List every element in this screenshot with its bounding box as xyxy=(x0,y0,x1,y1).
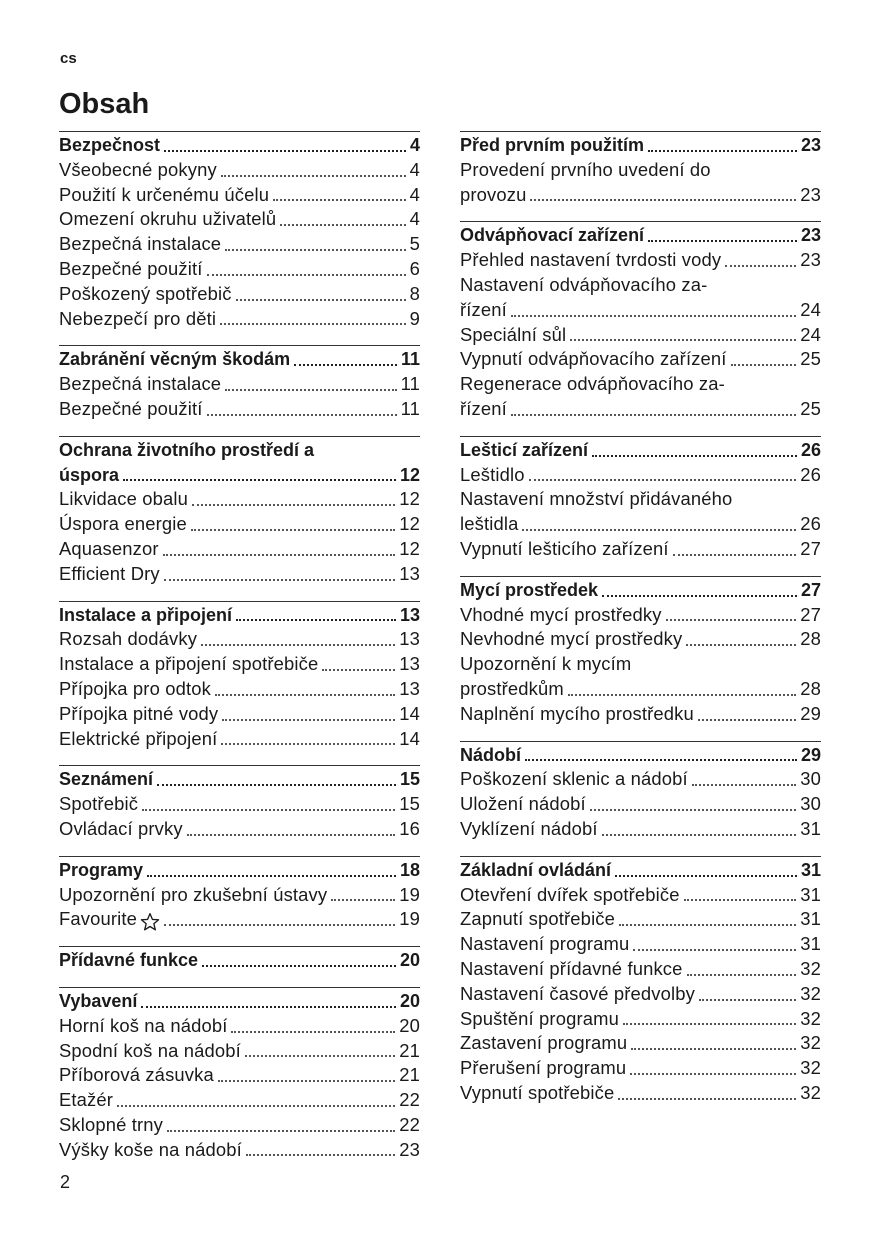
toc-heading-seznameni[interactable] xyxy=(59,767,420,792)
toc-entry-vypnuti-lesticiho-zarizeni[interactable] xyxy=(460,537,821,562)
dot-leader xyxy=(246,1154,395,1156)
toc-page-number: 25 xyxy=(800,348,821,370)
toc-entry-aquasenzor[interactable] xyxy=(59,537,420,562)
toc-page-number: 32 xyxy=(800,1081,821,1103)
toc-section xyxy=(460,221,821,421)
toc-page-number: 11 xyxy=(400,349,420,370)
toc-entry-title: Horní koš na nádobí xyxy=(59,1014,228,1036)
dot-leader xyxy=(245,1055,395,1057)
toc-entry-title: prostředkům xyxy=(460,677,564,699)
toc-heading-bezpecnost[interactable] xyxy=(59,133,420,158)
toc-entry-priborova-zasuvka[interactable] xyxy=(59,1063,420,1088)
dot-leader xyxy=(236,619,396,621)
toc-entry-title: Nastavení přídavné funkce xyxy=(460,957,683,979)
toc-entry-rizeni[interactable] xyxy=(460,397,821,422)
toc-entry-title: Sklopné trny xyxy=(59,1113,164,1135)
dot-leader xyxy=(673,554,797,556)
dot-leader xyxy=(280,224,405,226)
toc-entry-title: Bezpečné použití xyxy=(59,397,203,419)
toc-entry-title: Omezení okruhu uživatelů xyxy=(59,208,277,230)
toc-entry-title: Zastavení programu xyxy=(460,1032,628,1054)
toc-entry-prehled-nastaveni-tvrdosti-vody[interactable] xyxy=(460,248,821,273)
toc-page-number: 6 xyxy=(409,257,420,279)
toc-entry-specialni-sul[interactable] xyxy=(460,323,821,348)
dot-leader xyxy=(220,323,406,325)
toc-heading-instalace-a-pripojeni[interactable] xyxy=(59,603,420,628)
dot-leader xyxy=(511,414,796,416)
toc-entry-title: Bezpečnost xyxy=(59,135,161,155)
toc-entry-title: Elektrické připojení xyxy=(59,727,218,749)
toc-section xyxy=(59,856,420,932)
toc-section xyxy=(59,436,420,587)
toc-page-number: 28 xyxy=(800,677,821,699)
toc-heading-myci-prostredek[interactable] xyxy=(460,578,821,603)
toc-page-number: 11 xyxy=(400,373,420,395)
dot-leader xyxy=(631,1048,796,1050)
toc-entry-title: Zapnutí spotřebiče xyxy=(460,908,616,930)
dot-leader xyxy=(163,554,396,556)
toc-entry-title: Naplnění mycího prostředku xyxy=(460,702,694,724)
toc-entry-lestidla[interactable] xyxy=(460,512,821,537)
language-code: cs xyxy=(60,50,77,67)
toc-section xyxy=(460,131,821,207)
toc-entry-horni-kos-na-nadobi[interactable] xyxy=(59,1014,420,1039)
toc-entry-nastaveni-pridavne-funkce[interactable] xyxy=(460,957,821,982)
toc-page-number: 23 xyxy=(800,225,821,246)
toc-page-number: 13 xyxy=(399,604,420,625)
toc-entry-title: Základní ovládání xyxy=(460,859,612,880)
dot-leader xyxy=(164,579,395,581)
dot-leader xyxy=(207,274,406,276)
toc-entry-preruseni-programu[interactable] xyxy=(460,1056,821,1081)
toc-page-number: 12 xyxy=(399,537,420,559)
toc-section xyxy=(460,576,821,727)
toc-page-number: 30 xyxy=(800,768,821,790)
toc-entry-title: Před prvním použitím xyxy=(460,135,645,155)
star-icon xyxy=(140,912,160,932)
toc-entry-vseobecne-pokyny[interactable] xyxy=(59,158,420,183)
toc-page-number: 4 xyxy=(409,183,420,205)
toc-page-number: 31 xyxy=(800,883,821,905)
dot-leader xyxy=(602,595,797,597)
toc-entry-title: Nastavení časové předvolby xyxy=(460,982,695,1004)
dot-leader xyxy=(215,694,395,696)
toc-entry-elektricke-pripojeni[interactable] xyxy=(59,727,420,752)
dot-leader xyxy=(602,834,797,836)
toc-entry-nebezpeci-pro-deti[interactable] xyxy=(59,307,420,332)
toc-page-number: 21 xyxy=(399,1064,420,1086)
toc-entry-line: Provedení prvního uvedení do xyxy=(460,158,711,180)
toc-page-number: 27 xyxy=(800,579,821,600)
toc-section xyxy=(59,601,420,752)
toc-page-number: 28 xyxy=(800,628,821,650)
dot-leader xyxy=(592,455,797,457)
toc-section xyxy=(460,856,821,1106)
toc-entry-title: Rozsah dodávky xyxy=(59,628,198,650)
toc-entry-title: Spuštění programu xyxy=(460,1007,619,1029)
dot-leader xyxy=(225,249,405,251)
toc-page-number: 22 xyxy=(399,1113,420,1135)
toc-entry-vypnuti-spotrebice[interactable] xyxy=(460,1081,821,1106)
toc-entry-vysky-kose-na-nadobi[interactable] xyxy=(59,1138,420,1163)
toc-page-number: 23 xyxy=(399,1138,420,1160)
toc-heading-vybaveni[interactable] xyxy=(59,989,420,1014)
toc-section xyxy=(59,345,420,421)
dot-leader xyxy=(294,364,397,366)
toc-page-number: 31 xyxy=(800,859,821,880)
toc-page-number: 4 xyxy=(409,135,420,155)
toc-entry-rizeni[interactable] xyxy=(460,298,821,323)
dot-leader xyxy=(117,1105,395,1107)
dot-leader xyxy=(648,240,797,242)
dot-leader xyxy=(192,504,395,506)
dot-leader xyxy=(692,784,796,786)
toc-entry-ulozeni-nadobi[interactable] xyxy=(460,792,821,817)
toc-entry-title: Aquasenzor xyxy=(59,537,159,559)
toc-entry-title: Mycí prostředek xyxy=(460,579,599,600)
toc-entry-title: řízení xyxy=(460,397,507,419)
toc-page-number: 11 xyxy=(400,397,420,419)
toc-entry-title: Zabránění věcným škodám xyxy=(59,349,291,370)
toc-page-number: 22 xyxy=(399,1089,420,1111)
toc-entry-title: Všeobecné pokyny xyxy=(59,158,217,180)
toc-entry-title: Přerušení programu xyxy=(460,1057,627,1079)
toc-entry-title: Příborová zásuvka xyxy=(59,1064,214,1086)
dot-leader xyxy=(725,265,796,267)
toc-page-number: 8 xyxy=(409,282,420,304)
dot-leader xyxy=(167,1130,395,1132)
toc-entry-instalace-a-pripojeni-spotrebice[interactable] xyxy=(59,652,420,677)
dot-leader xyxy=(142,809,395,811)
toc-entry-line: Upozornění k mycím xyxy=(460,653,632,675)
toc-entry-bezpecna-instalace[interactable] xyxy=(59,232,420,257)
toc-entry-title: Bezpečné použití xyxy=(59,257,203,279)
toc-entry-prostredkum[interactable] xyxy=(460,677,821,702)
toc-entry-nevhodne-myci-prostredky[interactable] xyxy=(460,627,821,652)
toc-page-number: 32 xyxy=(800,957,821,979)
toc-entry-lestidlo[interactable] xyxy=(460,463,821,488)
toc-entry-vypnuti-odvapnovaciho-zarizeni[interactable] xyxy=(460,347,821,372)
toc-entry-title: Vyklízení nádobí xyxy=(460,817,598,839)
toc-page-number: 13 xyxy=(399,677,420,699)
toc-entry-title: Otevření dvířek spotřebiče xyxy=(460,883,680,905)
dot-leader xyxy=(522,529,796,531)
toc-entry-line: Nastavení odvápňovacího za- xyxy=(460,273,708,295)
toc-entry-title: Instalace a připojení xyxy=(59,604,233,625)
toc-entry-spusteni-programu[interactable] xyxy=(460,1007,821,1032)
toc-entry-title: Přídavné funkce xyxy=(59,950,199,971)
toc-heading-pridavne-funkce[interactable] xyxy=(59,948,420,973)
toc-section xyxy=(460,436,821,562)
toc-entry-title: Efficient Dry xyxy=(59,562,160,584)
toc-page-number: 15 xyxy=(399,793,420,815)
toc-entry-title: Bezpečná instalace xyxy=(59,373,222,395)
dot-leader xyxy=(202,965,396,967)
toc-page-number: 31 xyxy=(800,933,821,955)
toc-entry-title: Spodní koš na nádobí xyxy=(59,1039,241,1061)
toc-entry-title: Lešticí zařízení xyxy=(460,439,589,460)
toc-entry-pripojka-pro-odtok[interactable] xyxy=(59,677,420,702)
toc-page-number: 24 xyxy=(800,298,821,320)
toc-page-number: 27 xyxy=(800,537,821,559)
toc-page-number: 16 xyxy=(399,817,420,839)
dot-leader xyxy=(529,479,797,481)
toc-entry-title: úspora xyxy=(59,464,120,485)
dot-leader xyxy=(221,175,406,177)
toc-page-number: 32 xyxy=(800,982,821,1004)
toc-entry-title: Úspora energie xyxy=(59,513,187,535)
dot-leader xyxy=(141,1006,396,1008)
toc-entry-poskozeni-sklenic-a-nadobi[interactable] xyxy=(460,767,821,792)
toc-page-number: 25 xyxy=(800,397,821,419)
toc-page-number: 12 xyxy=(399,488,420,510)
dot-leader xyxy=(525,759,797,761)
dot-leader xyxy=(731,364,797,366)
toc-entry-bezpecne-pouziti[interactable] xyxy=(59,257,420,282)
dot-leader xyxy=(570,339,796,341)
toc-page-number: 23 xyxy=(800,135,821,155)
toc-heading-odvapnovaci-zarizeni[interactable] xyxy=(460,223,821,248)
dot-leader xyxy=(568,694,796,696)
toc-entry-rozsah-dodavky[interactable] xyxy=(59,627,420,652)
dot-leader xyxy=(698,719,796,721)
dot-leader xyxy=(207,414,397,416)
toc-entry-spotrebic[interactable] xyxy=(59,792,420,817)
toc-heading-nadobi[interactable] xyxy=(460,743,821,768)
toc-page-number: 26 xyxy=(800,463,821,485)
toc-page-number: 15 xyxy=(399,769,420,790)
dot-leader xyxy=(222,719,395,721)
toc-page-number: 12 xyxy=(399,513,420,535)
toc-entry-title: Vypnutí spotřebiče xyxy=(460,1081,615,1103)
toc-entry-title: Spotřebič xyxy=(59,793,139,815)
dot-leader xyxy=(147,875,396,877)
toc-entry-bezpecna-instalace[interactable] xyxy=(59,372,420,397)
toc-entry-title: leštidla xyxy=(460,513,519,535)
toc-entry-title: Použití k určenému účelu xyxy=(59,183,270,205)
toc-entry-favourite[interactable] xyxy=(59,907,420,932)
toc-entry-provozu[interactable] xyxy=(460,183,821,208)
toc-entry-title: Přípojka pro odtok xyxy=(59,677,211,699)
toc-entry-poskozeny-spotrebic[interactable] xyxy=(59,282,420,307)
dot-leader xyxy=(530,199,796,201)
toc-entry-naplneni-myciho-prostredku[interactable] xyxy=(460,702,821,727)
toc-entry-title: Vypnutí odvápňovacího zařízení xyxy=(460,348,727,370)
dot-leader xyxy=(623,1023,796,1025)
toc-entry-title: Přípojka pitné vody xyxy=(59,702,219,724)
toc-page-number: 32 xyxy=(800,1057,821,1079)
toc-page-number: 13 xyxy=(399,628,420,650)
toc-entry-zapnuti-spotrebice[interactable] xyxy=(460,907,821,932)
toc-entry-title: Uložení nádobí xyxy=(460,793,586,815)
toc-page-number: 9 xyxy=(409,307,420,329)
toc-page-number: 24 xyxy=(800,323,821,345)
toc-page-number: 4 xyxy=(409,208,420,230)
toc-column-right xyxy=(460,131,821,1120)
toc-heading-uspora[interactable] xyxy=(59,463,420,488)
toc-entry-title: Instalace a připojení spotřebiče xyxy=(59,653,319,675)
dot-leader xyxy=(191,529,395,531)
toc-page-number: 31 xyxy=(800,817,821,839)
toc-page-number: 27 xyxy=(800,603,821,625)
toc-page-number: 32 xyxy=(800,1032,821,1054)
dot-leader xyxy=(123,479,396,481)
toc-entry-title: Ovládací prvky xyxy=(59,817,183,839)
toc-entry-title: Bezpečná instalace xyxy=(59,233,222,255)
toc-heading-pred-prvnim-pouzitim[interactable] xyxy=(460,133,821,158)
toc-entry-title: Nevhodné mycí prostředky xyxy=(460,628,683,650)
toc-entry-title: Seznámení xyxy=(59,769,154,790)
toc-entry-title: Speciální sůl xyxy=(460,323,567,345)
dot-leader xyxy=(236,299,406,301)
toc-entry-title: Nádobí xyxy=(460,744,521,765)
toc-page-number: 30 xyxy=(800,793,821,815)
toc-heading-programy[interactable] xyxy=(59,858,420,883)
toc-entry-title: Upozornění pro zkušební ústavy xyxy=(59,883,328,905)
toc-page-number: 4 xyxy=(409,158,420,180)
dot-leader xyxy=(164,924,395,926)
toc-entry-nastaveni-casove-predvolby[interactable] xyxy=(460,982,821,1007)
toc-entry-vhodne-myci-prostredky[interactable] xyxy=(460,603,821,628)
toc-entry-omezeni-okruhu-uzivatelu[interactable] xyxy=(59,207,420,232)
toc-entry-vyklizeni-nadobi[interactable] xyxy=(460,817,821,842)
toc-section xyxy=(59,946,420,973)
dot-leader xyxy=(201,644,395,646)
dot-leader xyxy=(687,974,797,976)
dot-leader xyxy=(331,899,395,901)
toc-entry-title: Programy xyxy=(59,859,144,880)
toc-page-number: 20 xyxy=(399,950,420,971)
toc-entry-efficient-dry[interactable] xyxy=(59,562,420,587)
toc-entry-title: Favourite xyxy=(59,908,138,930)
toc-entry-title: Poškozený spotřebič xyxy=(59,282,232,304)
toc-page-number: 5 xyxy=(409,233,420,255)
dot-leader xyxy=(164,150,406,152)
toc-entry-title: Nastavení programu xyxy=(460,933,630,955)
toc-entry-title: Vhodné mycí prostředky xyxy=(460,603,662,625)
dot-leader xyxy=(630,1073,796,1075)
toc-entry-title: Vypnutí lešticího zařízení xyxy=(460,537,669,559)
toc-page-number: 20 xyxy=(399,1014,420,1036)
toc-page-number: 14 xyxy=(399,702,420,724)
dot-leader xyxy=(231,1031,395,1033)
toc-entry-title: řízení xyxy=(460,298,507,320)
toc-entry-title: Vybavení xyxy=(59,990,138,1011)
dot-leader xyxy=(633,949,796,951)
toc-page-number: 29 xyxy=(800,702,821,724)
toc-entry-title: Výšky koše na nádobí xyxy=(59,1138,242,1160)
page-number: 2 xyxy=(60,1172,71,1192)
toc-heading-zabraneni-vecnym-skodam[interactable] xyxy=(59,347,420,372)
dot-leader xyxy=(218,1080,395,1082)
toc-entry-line: Nastavení množství přidávaného xyxy=(460,488,733,510)
toc-page-number: 26 xyxy=(800,513,821,535)
toc-page-number: 12 xyxy=(399,464,420,485)
toc-heading-lestici-zarizeni[interactable] xyxy=(460,438,821,463)
dot-leader xyxy=(615,875,797,877)
toc-page-number: 19 xyxy=(399,908,420,930)
dot-leader xyxy=(686,644,796,646)
toc-page-number: 14 xyxy=(399,727,420,749)
dot-leader xyxy=(618,1098,796,1100)
dot-leader xyxy=(684,899,797,901)
toc-page-number: 19 xyxy=(399,883,420,905)
toc-page-number: 31 xyxy=(800,908,821,930)
toc-page-number: 23 xyxy=(800,249,821,271)
toc-entry-pripojka-pitne-vody[interactable] xyxy=(59,702,420,727)
toc-page-number: 20 xyxy=(399,990,420,1011)
toc-section xyxy=(59,131,420,331)
toc-entry-sklopne-trny[interactable] xyxy=(59,1113,420,1138)
toc-entry-upozorneni-pro-zkusebni-ustavy[interactable] xyxy=(59,883,420,908)
toc-page-number: 23 xyxy=(800,183,821,205)
toc-heading-zakladni-ovladani[interactable] xyxy=(460,858,821,883)
toc-entry-title: Likvidace obalu xyxy=(59,488,189,510)
toc-page-number: 26 xyxy=(800,439,821,460)
toc-page-number: 21 xyxy=(399,1039,420,1061)
dot-leader xyxy=(666,619,797,621)
toc-entry-title: provozu xyxy=(460,183,527,205)
toc-entry-line: Regenerace odvápňovacího za- xyxy=(460,373,725,395)
dot-leader xyxy=(225,389,396,391)
toc-page-number: 32 xyxy=(800,1007,821,1029)
toc-entry-likvidace-obalu[interactable] xyxy=(59,487,420,512)
dot-leader xyxy=(590,809,796,811)
toc-entry-pouziti-k-urcenemu-ucelu[interactable] xyxy=(59,183,420,208)
toc-entry-zastaveni-programu[interactable] xyxy=(460,1031,821,1056)
toc-page-number: 13 xyxy=(399,562,420,584)
toc-entry-spodni-kos-na-nadobi[interactable] xyxy=(59,1039,420,1064)
dot-leader xyxy=(619,924,796,926)
dot-leader xyxy=(699,999,796,1001)
toc-page-number: 18 xyxy=(399,859,420,880)
toc-entry-title: Nebezpečí pro děti xyxy=(59,307,217,329)
toc-section xyxy=(460,741,821,842)
toc-entry-title: Poškození sklenic a nádobí xyxy=(460,768,688,790)
toc-entry-title: Etažér xyxy=(59,1089,114,1111)
dot-leader xyxy=(511,315,796,317)
toc-entry-title: Leštidlo xyxy=(460,463,525,485)
page-title: Obsah xyxy=(59,88,150,120)
toc-page-number: 29 xyxy=(800,744,821,765)
toc-section xyxy=(59,765,420,841)
dot-leader xyxy=(187,834,396,836)
toc-entry-bezpecne-pouziti[interactable] xyxy=(59,397,420,422)
toc-entry-title: Přehled nastavení tvrdosti vody xyxy=(460,249,722,271)
toc-heading-line: Ochrana životního prostředí a xyxy=(59,439,315,460)
toc-entry-etazer[interactable] xyxy=(59,1088,420,1113)
toc-entry-uspora-energie[interactable] xyxy=(59,512,420,537)
toc-entry-nastaveni-programu[interactable] xyxy=(460,932,821,957)
toc-entry-ovladaci-prvky[interactable] xyxy=(59,817,420,842)
dot-leader xyxy=(648,150,797,152)
toc-entry-otevreni-dvirek-spotrebice[interactable] xyxy=(460,883,821,908)
toc-column-left xyxy=(59,131,420,1176)
dot-leader xyxy=(273,199,406,201)
toc-section xyxy=(59,987,420,1163)
toc-page-number: 13 xyxy=(399,653,420,675)
dot-leader xyxy=(322,669,395,671)
dot-leader xyxy=(157,784,396,786)
dot-leader xyxy=(221,743,395,745)
toc-entry-title: Odvápňovací zařízení xyxy=(460,225,645,246)
